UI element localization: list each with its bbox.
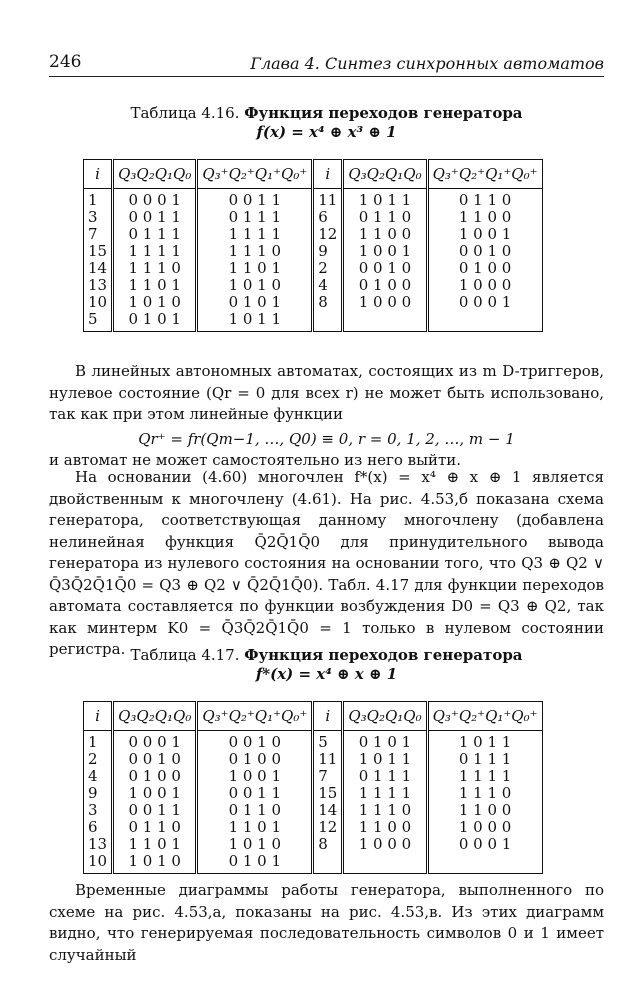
table-cell: 11: [313, 751, 343, 768]
table-cell: 0 0 1 1: [197, 785, 313, 802]
table-header-row: [84, 702, 543, 731]
table-cell: 12: [313, 226, 343, 243]
table-cell: 1 1 1 1: [113, 243, 197, 260]
table-cell: 0 1 0 1: [343, 731, 427, 752]
table-cell: [343, 311, 427, 332]
paragraph-text: и автомат не может самостоятельно из него выйти.: [49, 451, 462, 469]
table-cell: 1 1 1 0: [427, 785, 542, 802]
paragraph-timing-diagrams: [49, 880, 604, 966]
table-cell: 0 1 0 1: [197, 853, 313, 874]
table-header-cell: Q₃⁺Q₂⁺Q₁⁺Q₀⁺: [197, 702, 313, 731]
table-cell: 1 0 1 1: [427, 731, 542, 752]
table2-caption-title: Функция переходов генератора: [244, 646, 523, 664]
table-cell: 0 0 1 0: [197, 731, 313, 752]
paragraph-linear-automata: [49, 361, 604, 472]
table-cell: 0 1 1 1: [197, 209, 313, 226]
table-cell: 1 0 0 1: [343, 243, 427, 260]
table-cell: 0 0 1 1: [113, 802, 197, 819]
transition-table-4-16: [83, 159, 543, 332]
table-row: [84, 836, 543, 853]
table-cell: 0 1 0 0: [113, 768, 197, 785]
table-cell: 1 0 0 0: [343, 836, 427, 853]
table-row: [84, 731, 543, 752]
table-cell: 1 0 0 1: [197, 768, 313, 785]
table-cell: 0 0 0 1: [113, 731, 197, 752]
running-header: [49, 52, 604, 76]
table-cell: 1 1 0 1: [113, 836, 197, 853]
table-row: [84, 785, 543, 802]
table-row: [84, 294, 543, 311]
table-row: [84, 260, 543, 277]
table-cell: 1 1 0 1: [197, 819, 313, 836]
table-cell: 1 1 0 0: [427, 802, 542, 819]
table-cell: 2: [313, 260, 343, 277]
table-row: [84, 802, 543, 819]
table-row: [84, 243, 543, 260]
table-cell: 1 1 1 0: [113, 260, 197, 277]
table-cell: 4: [88, 767, 98, 785]
table-cell: 15: [88, 242, 108, 260]
table-cell: 0 0 1 1: [197, 189, 313, 210]
table-cell: 1 0 0 1: [427, 226, 542, 243]
table-cell: 0 1 0 1: [113, 311, 197, 332]
table-header-cell: Q₃Q₂Q₁Q₀: [113, 702, 197, 731]
table-cell: 13: [88, 835, 108, 853]
table-row: [84, 768, 543, 785]
table-cell: 1 0 1 0: [113, 294, 197, 311]
table-cell: 0 1 1 0: [343, 209, 427, 226]
table-row: [84, 311, 543, 332]
table-cell: 0 1 0 0: [427, 260, 542, 277]
table-cell: 2: [88, 750, 98, 768]
table-cell: 3: [88, 801, 98, 819]
table-cell: 1 1 0 1: [113, 277, 197, 294]
table-cell: 9: [313, 243, 343, 260]
paragraph-text: В линейных автономных автоматах, состоящих из m D-триггеров, нулевое состояние (Qr = 0 для всех r) не может быть использовано, так как при этом линейные функции: [49, 362, 604, 423]
table-cell: 6: [88, 818, 98, 836]
page-number: 246: [49, 52, 82, 72]
equation: Qr⁺ = fr(Qm−1, …, Q0) ≡ 0, r = 0, 1, 2, …, m − 1: [138, 429, 515, 448]
transition-table-4-17: [83, 701, 543, 874]
table-header-cell: i: [313, 160, 343, 189]
table-cell: 11: [313, 189, 343, 210]
paragraph-dual-polynomial: [49, 467, 604, 661]
table-cell: [427, 311, 542, 332]
table-header-cell: i: [95, 165, 100, 183]
table-cell: 1: [84, 189, 113, 210]
table-cell: 0 1 0 1: [197, 294, 313, 311]
table-cell: [343, 853, 427, 874]
table-row: [84, 226, 543, 243]
table-cell: 6: [313, 209, 343, 226]
table-cell: 0 0 0 1: [427, 836, 542, 853]
table-cell: 14: [88, 259, 108, 277]
table-header-row: [84, 160, 543, 189]
table2-caption-number: Таблица 4.17.: [130, 646, 245, 664]
table-cell: 1 1 1 1: [197, 226, 313, 243]
table-cell: 1 1 0 0: [427, 209, 542, 226]
table-row: [84, 209, 543, 226]
table1-caption-number: Таблица 4.16.: [130, 104, 245, 122]
table-cell: 4: [313, 277, 343, 294]
table-cell: 1 1 1 0: [343, 802, 427, 819]
table-cell: 0 1 1 1: [113, 226, 197, 243]
table-cell: 1 0 1 1: [197, 311, 313, 332]
paragraph-text: Временные диаграммы работы генератора, выполненного по схеме на рис. 4.53,а, показаны на рис. 4.53,в. Из этих диаграмм видно, что генерируемая последовательность символов 0 и 1 имеет случайный: [49, 881, 604, 964]
table-cell: 1 0 0 1: [113, 785, 197, 802]
table-cell: 5: [313, 731, 343, 752]
table-cell: 10: [88, 293, 108, 311]
table2-caption-formula: f*(x) = x⁴ ⊕ x ⊕ 1: [255, 665, 398, 683]
table-header-cell: Q₃Q₂Q₁Q₀: [343, 702, 427, 731]
table-row: [84, 751, 543, 768]
table-cell: 1 1 0 0: [343, 819, 427, 836]
table1-caption-title: Функция переходов генератора: [244, 104, 523, 122]
table-row: [84, 819, 543, 836]
table-cell: 0 0 1 1: [113, 209, 197, 226]
table-cell: 7: [88, 225, 98, 243]
table-cell: 1 1 1 0: [197, 243, 313, 260]
table-cell: 7: [313, 768, 343, 785]
table-cell: 1 0 1 1: [343, 751, 427, 768]
table-cell: 1 0 0 0: [343, 294, 427, 311]
table2-caption: [49, 646, 604, 684]
table-cell: 0 1 0 0: [343, 277, 427, 294]
table-cell: 3: [88, 208, 98, 226]
table-row: [84, 189, 543, 210]
table-cell: 0 0 1 0: [343, 260, 427, 277]
table-cell: 14: [313, 802, 343, 819]
table-cell: 5: [88, 310, 98, 328]
table-cell: 8: [313, 294, 343, 311]
table-row: [84, 277, 543, 294]
table-cell: 0 1 0 0: [197, 751, 313, 768]
table1-caption: [49, 104, 604, 142]
table-header-cell: Q₃⁺Q₂⁺Q₁⁺Q₀⁺: [427, 702, 542, 731]
paragraph-text: На основании (4.60) многочлен f*(x) = x⁴ ⊕ x ⊕ 1 является двойственным к многочлену (4.61). На рис. 4.53,б показана схема генератора, соответствующая данному многочлену (добавлена нелинейная функция Q̄2Q̄1Q̄0 для принудительного вывода генератора из нулевого состояния на основании того, что Q3 ⊕ Q2 ∨ Q̄3Q̄2Q̄1Q̄0 = Q3 ⊕ Q2 ∨ Q̄2Q̄1Q̄0). Табл. 4.17 для функции переходов автомата составляется по функции возбуждения D0 = Q3 ⊕ Q2, так как минтерм K0 = Q̄3Q̄2Q̄1Q̄0 = 1 только в нулевом состоянии регистра.: [49, 468, 604, 658]
table-cell: 0 1 1 0: [197, 802, 313, 819]
table-cell: 0 1 1 0: [427, 189, 542, 210]
table-header-cell: Q₃Q₂Q₁Q₀: [113, 160, 197, 189]
table-row: [84, 853, 543, 874]
table-cell: 0 0 0 1: [113, 189, 197, 210]
table-cell: 0 1 1 1: [343, 768, 427, 785]
header-rule: [49, 76, 604, 77]
table-cell: 1 0 0 0: [427, 819, 542, 836]
table1-caption-formula: f(x) = x⁴ ⊕ x³ ⊕ 1: [256, 123, 397, 141]
table-cell: 1 0 1 1: [343, 189, 427, 210]
table-cell: 1 0 1 0: [197, 836, 313, 853]
table-header-cell: Q₃Q₂Q₁Q₀: [343, 160, 427, 189]
table-header-cell: i: [313, 702, 343, 731]
table-header-cell: Q₃⁺Q₂⁺Q₁⁺Q₀⁺: [427, 160, 542, 189]
table-cell: 1 1 1 1: [427, 768, 542, 785]
table-cell: [313, 311, 343, 332]
table-cell: 1 1 0 1: [197, 260, 313, 277]
table-cell: 8: [313, 836, 343, 853]
table-cell: 0 1 1 1: [427, 751, 542, 768]
table-cell: 0 1 1 0: [113, 819, 197, 836]
table-cell: 15: [313, 785, 343, 802]
table-cell: 0 0 1 0: [427, 243, 542, 260]
table-cell: [427, 853, 542, 874]
table-header-cell: i: [95, 707, 100, 725]
table-header-cell: Q₃⁺Q₂⁺Q₁⁺Q₀⁺: [197, 160, 313, 189]
table-cell: 1: [84, 731, 113, 752]
table-cell: 1 1 1 1: [343, 785, 427, 802]
table-cell: 0 0 1 0: [113, 751, 197, 768]
running-title: Глава 4. Синтез синхронных автоматов: [250, 54, 604, 73]
table-cell: 10: [88, 852, 108, 870]
table-cell: 1 0 1 0: [197, 277, 313, 294]
table-cell: 1 0 0 0: [427, 277, 542, 294]
table-cell: [313, 853, 343, 874]
table-cell: 9: [88, 784, 98, 802]
table-cell: 12: [313, 819, 343, 836]
table-cell: 13: [88, 276, 108, 294]
table-cell: 1 0 1 0: [113, 853, 197, 874]
table-cell: 0 0 0 1: [427, 294, 542, 311]
table-cell: 1 1 0 0: [343, 226, 427, 243]
